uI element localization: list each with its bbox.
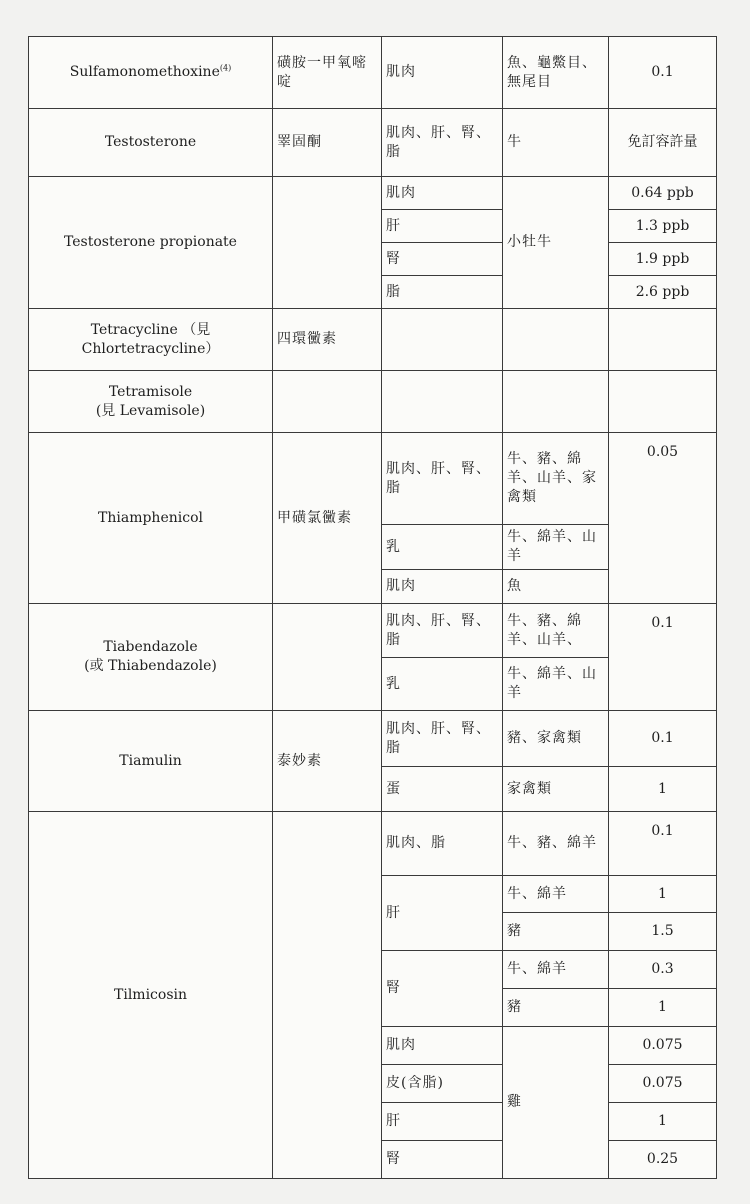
mrl-cell: 0.1 [609,711,717,767]
table-row [29,371,717,433]
tissue-cell: 肌肉 [382,37,503,109]
species-cell: 豬 [503,913,609,951]
tissue-cell: 肌肉、脂 [382,812,503,876]
tissue-cell: 腎 [382,951,503,1027]
tissue-cell: 乳 [382,525,503,570]
chinese-name-cell: 四環黴素 [273,309,382,371]
mrl-cell: 0.1 [609,812,717,876]
species-cell: 家禽類 [503,767,609,812]
tissue-cell [382,371,503,433]
mrl-cell: 1.9 ppb [609,243,717,276]
tissue-cell: 肌肉、肝、腎、脂 [382,604,503,658]
drug-name-cell: Tetramisole (見 Levamisole) [29,371,273,433]
mrl-cell: 1 [609,1103,717,1141]
chinese-name-cell: 磺胺一甲氧嘧啶 [273,37,382,109]
species-cell: 魚、龜鱉目、無尾目 [503,37,609,109]
mrl-cell: 0.25 [609,1141,717,1179]
chinese-name-cell [273,604,382,711]
chinese-name-cell [273,812,382,1179]
mrl-cell: 0.05 [609,433,717,604]
species-cell [503,371,609,433]
tissue-cell: 蛋 [382,767,503,812]
mrl-cell [609,309,717,371]
mrl-cell: 1 [609,767,717,812]
table-row [29,177,717,210]
species-cell: 牛、綿羊 [503,876,609,913]
table-row [29,433,717,525]
chinese-name-cell: 甲磺氯黴素 [273,433,382,604]
tissue-cell [382,309,503,371]
species-cell: 牛、豬、綿羊、山羊、家禽類 [503,433,609,525]
mrl-cell [609,371,717,433]
table-row [29,109,717,177]
mrl-cell: 0.64 ppb [609,177,717,210]
chinese-name-cell [273,177,382,309]
species-cell: 牛、豬、綿羊 [503,812,609,876]
drug-name-cell: Tiabendazole (或 Thiabendazole) [29,604,273,711]
table-row [29,604,717,658]
drug-name-cell: Tetracycline （見 Chlortetracycline） [29,309,273,371]
tissue-cell: 肝 [382,210,503,243]
tissue-cell: 肌肉 [382,177,503,210]
tissue-cell: 肝 [382,1103,503,1141]
mrl-cell: 1 [609,989,717,1027]
mrl-cell: 1.5 [609,913,717,951]
tissue-cell: 腎 [382,243,503,276]
chinese-name-cell: 泰妙素 [273,711,382,812]
chinese-name-cell: 睪固酮 [273,109,382,177]
tissue-cell: 肌肉、肝、腎、脂 [382,109,503,177]
species-cell: 牛 [503,109,609,177]
mrl-cell: 0.3 [609,951,717,989]
mrl-cell: 0.1 [609,37,717,109]
species-cell: 牛、綿羊、山羊 [503,525,609,570]
chinese-name-cell [273,371,382,433]
mrl-cell: 0.075 [609,1065,717,1103]
species-cell: 魚 [503,570,609,604]
table-row [29,37,717,109]
drug-name-cell: Testosterone [29,109,273,177]
species-cell: 牛、綿羊、山羊 [503,658,609,711]
species-cell: 牛、豬、綿羊、山羊、 [503,604,609,658]
drug-name-cell: Tiamulin [29,711,273,812]
species-cell: 牛、綿羊 [503,951,609,989]
mrl-cell: 0.1 [609,604,717,711]
drug-name-cell: Sulfamonomethoxine$^{(4)}$ [29,37,273,109]
mrl-cell: 免訂容許量 [609,109,717,177]
tissue-cell: 肝 [382,876,503,951]
tissue-cell: 肌肉 [382,570,503,604]
tissue-cell: 皮(含脂) [382,1065,503,1103]
tissue-cell: 肌肉、肝、腎、脂 [382,711,503,767]
species-cell: 小牡牛 [503,177,609,309]
drug-name-cell: Tilmicosin [29,812,273,1179]
tissue-cell: 乳 [382,658,503,711]
table-row [29,711,717,767]
mrl-cell: 1.3 ppb [609,210,717,243]
species-cell: 豬、家禽類 [503,711,609,767]
tissue-cell: 腎 [382,1141,503,1179]
species-cell [503,309,609,371]
drug-name-cell: Thiamphenicol [29,433,273,604]
tissue-cell: 脂 [382,276,503,309]
table-row [29,812,717,876]
table-row [29,309,717,371]
drug-name-cell: Testosterone propionate [29,177,273,309]
mrl-cell: 0.075 [609,1027,717,1065]
residue-limit-table [28,36,717,1179]
tissue-cell: 肌肉 [382,1027,503,1065]
tissue-cell: 肌肉、肝、腎、脂 [382,433,503,525]
species-cell: 雞 [503,1027,609,1179]
mrl-cell: 1 [609,876,717,913]
species-cell: 豬 [503,989,609,1027]
mrl-cell: 2.6 ppb [609,276,717,309]
